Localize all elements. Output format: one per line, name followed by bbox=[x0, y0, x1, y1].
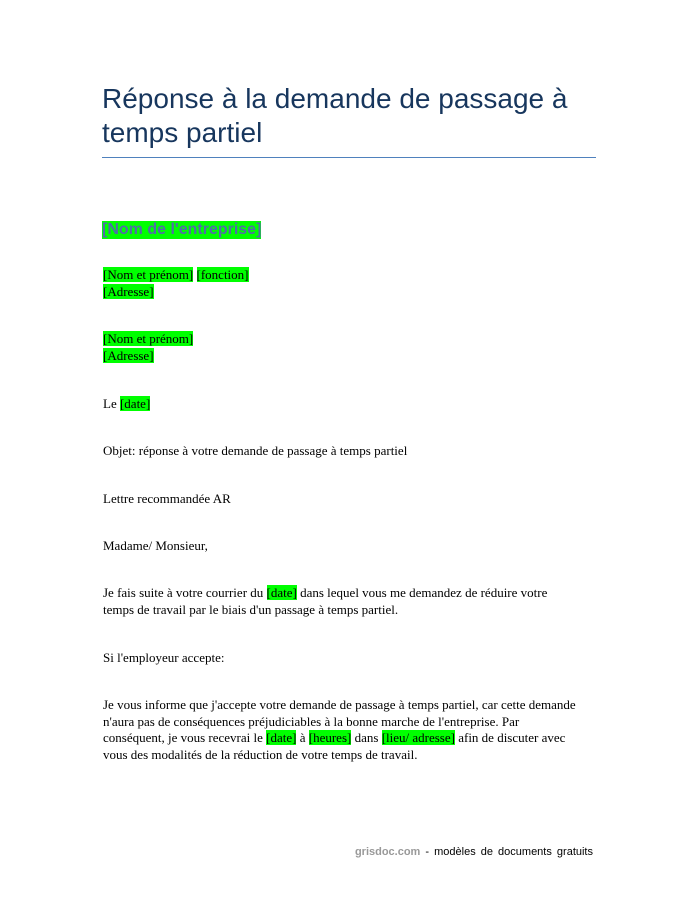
paragraph1-line2: temps de travail par le biais d'un passage à temps partiel. bbox=[103, 602, 399, 617]
text: conséquent, je vous recevrai le bbox=[103, 730, 263, 745]
sender-line bbox=[103, 266, 249, 283]
recipient-address: [Adresse] bbox=[103, 348, 154, 363]
recipient-line bbox=[103, 330, 193, 347]
paragraph2-line1: Je vous informe que j'accepte votre demande de passage à temps partiel, car cette demande bbox=[103, 697, 576, 712]
text: Je fais suite à votre courrier du bbox=[103, 585, 264, 600]
date-placeholder: [date] bbox=[119, 396, 151, 411]
text: dans bbox=[354, 730, 379, 745]
text: à bbox=[299, 730, 306, 745]
paragraph2-line2: n'aura pas de conséquences préjudiciables à la bonne marche de l'entreprise. Par bbox=[103, 714, 520, 729]
sender-function: [fonction] bbox=[196, 267, 249, 282]
subject-line: Objet: réponse à votre demande de passage à temps partiel bbox=[103, 443, 408, 458]
sender-name: [Nom et prénom] bbox=[103, 267, 194, 282]
date-placeholder: [date] bbox=[266, 730, 297, 745]
salutation: Madame/ Monsieur, bbox=[103, 538, 208, 553]
hours-placeholder: [heures] bbox=[308, 730, 352, 745]
sender-address: [Adresse] bbox=[103, 284, 154, 299]
paragraph2-line4: vous des modalités de la réduction de votre temps de travail. bbox=[103, 747, 418, 762]
footer bbox=[355, 846, 593, 858]
recipient-name: [Nom et prénom] bbox=[103, 331, 194, 346]
page-title: Réponse à la demande de passage à temps partiel bbox=[102, 83, 568, 148]
footer-text: - modèles de documents gratuits bbox=[425, 846, 593, 858]
case-heading: Si l'employeur accepte: bbox=[103, 650, 225, 665]
paragraph2-line3 bbox=[103, 729, 565, 746]
date-prefix: Le bbox=[103, 396, 117, 411]
text: dans lequel vous me demandez de réduire votre bbox=[300, 585, 548, 600]
paragraph1-line1 bbox=[103, 584, 547, 601]
date-line bbox=[103, 395, 150, 412]
recipient-address-line bbox=[103, 347, 154, 364]
date-placeholder: [date] bbox=[266, 585, 297, 600]
footer-site-link[interactable]: grisdoc.com bbox=[354, 846, 421, 858]
registered-line: Lettre recommandée AR bbox=[103, 491, 231, 506]
place-placeholder: [lieu/ adresse] bbox=[381, 730, 455, 745]
sender-address-line bbox=[103, 283, 154, 300]
title-underline bbox=[102, 157, 596, 158]
company-placeholder: [Nom de l'entreprise] bbox=[102, 221, 262, 238]
text: afin de discuter avec bbox=[458, 730, 566, 745]
